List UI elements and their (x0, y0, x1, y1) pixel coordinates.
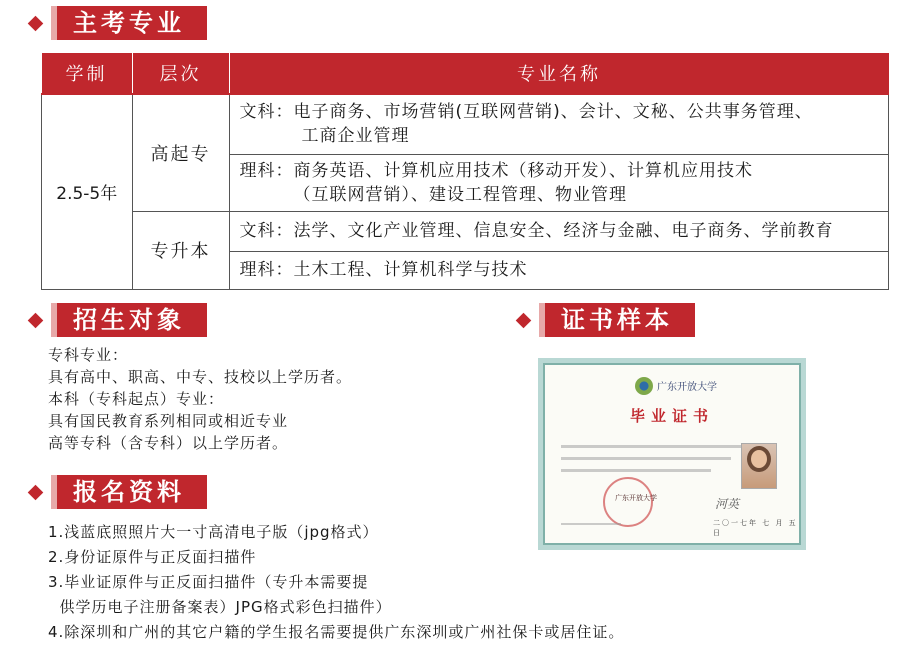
major-cell (229, 251, 889, 289)
major-cell (229, 154, 889, 211)
certificate-signature: 河英 (715, 497, 740, 511)
major-prefix: 文科： (239, 102, 294, 123)
table-row (42, 94, 889, 154)
certificate-text-line (561, 457, 731, 460)
target-section-title: 招生对象 (51, 303, 207, 337)
majors-table (41, 53, 889, 290)
target-line: 高等专科（含专科）以上学历者。 (48, 434, 289, 452)
diamond-bullet-icon (28, 484, 44, 500)
header-duration: 学制 (42, 53, 133, 94)
certificate-photo (741, 443, 777, 489)
majors-section-title: 主考专业 (51, 6, 207, 40)
materials-line: 供学历电子注册备案表）JPG格式彩色扫描件） (48, 598, 392, 616)
diamond-bullet-icon (28, 312, 44, 328)
materials-line: 1.浅蓝底照照片大一寸高清电子版（jpg格式） (48, 523, 379, 541)
major-prefix: 理科： (239, 260, 294, 280)
major-text: 土木工程、计算机科学与技术 (293, 260, 528, 280)
university-logo-icon (635, 377, 653, 395)
diamond-bullet-icon (516, 312, 532, 328)
certificate-title: 毕业证书 (629, 407, 714, 425)
target-line: 具有国民教育系列相同或相近专业 (48, 412, 289, 430)
certificate-section-header (518, 303, 695, 337)
target-text (48, 344, 352, 454)
major-prefix: 理科： (239, 160, 294, 181)
major-text-continued: （互联网营销）、建设工程管理、物业管理 (293, 184, 627, 205)
certificate-seal-text: 广东开放大学 (615, 494, 657, 502)
table-header-row (42, 53, 889, 94)
target-line: 专科专业： (48, 346, 129, 364)
major-cell (229, 211, 889, 251)
materials-section-title: 报名资料 (51, 475, 207, 509)
level-cell-zhuanshengben: 专升本 (132, 211, 229, 289)
certificate-school-name: 广东开放大学 (657, 382, 717, 393)
major-text: 电子商务、市场营销(互联网营销)、会计、文秘、公共事务管理、 (293, 102, 813, 123)
materials-text (48, 520, 624, 645)
duration-cell: 2.5-5年 (42, 94, 133, 289)
certificate-text-line (561, 469, 711, 472)
certificate-date: 二〇一七年 七 月 五 日 (713, 519, 798, 537)
header-level: 层次 (132, 53, 229, 94)
materials-section-header (30, 475, 207, 509)
materials-line: 2.身份证原件与正反面扫描件 (48, 548, 257, 566)
major-text-continued: 工商企业管理 (301, 126, 410, 147)
majors-section-header (30, 6, 207, 40)
target-line: 本科（专科起点）专业： (48, 390, 225, 408)
table-row (42, 211, 889, 251)
diamond-bullet-icon (28, 15, 44, 31)
major-text: 法学、文化产业管理、信息安全、经济与金融、电子商务、学前教育 (293, 221, 834, 241)
major-prefix: 文科： (239, 221, 294, 241)
level-cell-gaoqizhuan: 高起专 (132, 94, 229, 211)
target-section-header (30, 303, 207, 337)
target-line: 具有高中、职高、中专、技校以上学历者。 (48, 368, 353, 386)
major-text: 商务英语、计算机应用技术（移动开发）、计算机应用技术 (293, 160, 753, 181)
certificate-text-line (561, 445, 741, 448)
header-major-name: 专业名称 (229, 53, 889, 94)
materials-line: 3.毕业证原件与正反面扫描件（专升本需要提 (48, 573, 369, 591)
materials-line: 4.除深圳和广州的其它户籍的学生报名需要提供广东深圳或广州社保卡或居住证。 (48, 623, 625, 641)
major-cell (229, 94, 889, 154)
certificate-paper (543, 363, 801, 545)
certificate-section-title: 证书样本 (539, 303, 695, 337)
